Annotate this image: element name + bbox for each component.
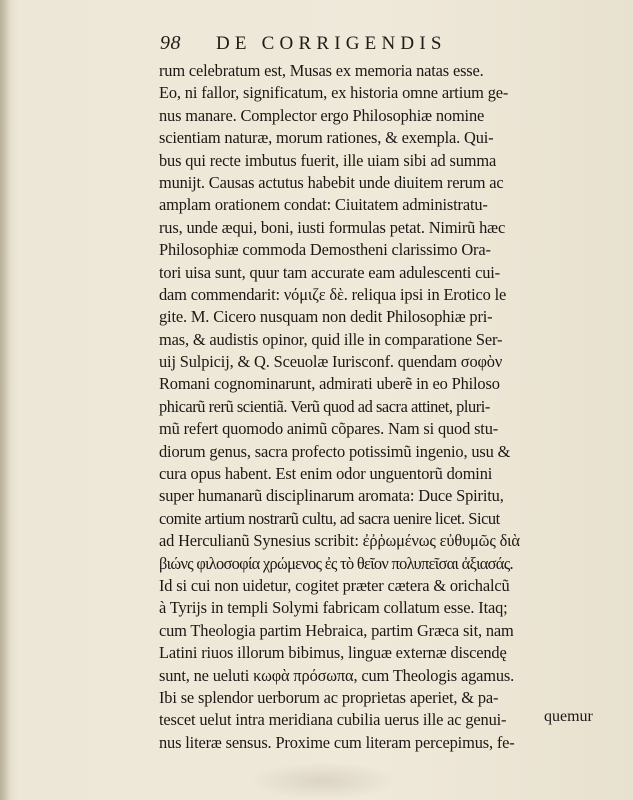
text-line: Philosophiæ commoda Demostheni clarissimo Ora- <box>159 240 491 260</box>
text-line: phicarũ rerũ scientiã. Verũ quod ad sacra attinet, pluri- <box>159 396 490 416</box>
text-line: rum celebratum est, Musas ex memoria natas esse. <box>159 61 484 80</box>
text-line: à Tyrijs in templi Solymi fabricam collatum esse. Itaq; <box>159 598 508 618</box>
text-line: cura opus habent. Est enim odor unguentorũ domini <box>159 464 493 484</box>
ink-bleed <box>248 762 398 800</box>
text-line: amplam orationem condat: Ciuitatem administratu- <box>159 195 488 215</box>
text-line: uij Sulpicij, & Q. Sceuolæ Iurisconf. quendam σοφὸν <box>159 352 503 372</box>
text-line: Romani cognominarunt, admirati uberẽ in eo Philoso <box>159 374 500 394</box>
text-line: cum Theologia partim Hebraica, partim Græca sit, nam <box>159 620 514 640</box>
page-header <box>160 32 580 58</box>
text-line: super humanarũ disciplinarum aromata: Duce Spiritu, <box>159 486 504 506</box>
text-line: mas, & audistis opinor, quid ille in comparatione Ser- <box>159 329 503 349</box>
text-line: nus manare. Complector ergo Philosophiæ nomine <box>159 105 485 125</box>
text-line: Latini riuos illorum bibimus, linguæ externæ discendę <box>159 643 507 663</box>
text-line: diorum genus, sacra profecto potissimũ ingenio, usu & <box>159 441 511 461</box>
text-line: tescet uelut intra meridiana cubilia uerus ille ac genui- <box>159 710 507 730</box>
text-line: sunt, ne ueluti κωφὰ πρόσωπα, cum Theologis agamus. <box>159 665 515 685</box>
text-line: rus, unde æqui, boni, iusti formulas petat. Nimirũ hæc <box>159 217 506 237</box>
text-line: Eo, ni fallor, significatum, ex historia omne artium ge- <box>159 83 509 103</box>
catchword: quemur <box>544 708 593 725</box>
gutter-shadow <box>0 0 10 800</box>
text-line: bus qui recte imbutus fuerit, ille uiam sibi ad summa <box>159 150 497 170</box>
page-number: 98 <box>160 32 181 54</box>
text-line: βιώνς φιλοσοφία χρώμενος ἐς τὸ θεῖον πολυπεῖσαι ἀξιασάς. <box>159 553 513 573</box>
text-line: munijt. Causas actutus habebit unde diuitem rerum ac <box>159 172 504 192</box>
text-line: mũ refert quomodo animũ cõpares. Nam si quod stu- <box>159 419 499 439</box>
text-line: nus literæ sensus. Proxime cum literam percepimus, fe- <box>159 732 515 752</box>
text-line: ad Herculianũ Synesius scribit: ἐῤῥωμένως εὐθυμῶς διὰ <box>159 531 520 551</box>
text-line: gite. M. Cicero nusquam non dedit Philosophiæ pri- <box>159 307 493 327</box>
text-line: scientiam naturæ, morum rationes, & exempla. Qui- <box>159 128 494 148</box>
text-line: Ibi se splendor uerborum ac proprietas aperiet, & pa- <box>159 687 499 707</box>
text-line: dam commendarit: νόμιζε δὲ. reliqua ipsi in Erotico le <box>159 284 507 304</box>
text-line: comite artium nostrarũ cultu, ad sacra uenire licet. Sicut <box>159 508 500 528</box>
body-text <box>159 60 589 754</box>
text-line: Id si cui non uidetur, cogitet præter cætera & orichalcũ <box>159 575 510 595</box>
running-title: DE CORRIGENDIS <box>216 33 447 54</box>
text-line: tori uisa sunt, quur tam accurate eam adulescenti cui- <box>159 262 500 282</box>
